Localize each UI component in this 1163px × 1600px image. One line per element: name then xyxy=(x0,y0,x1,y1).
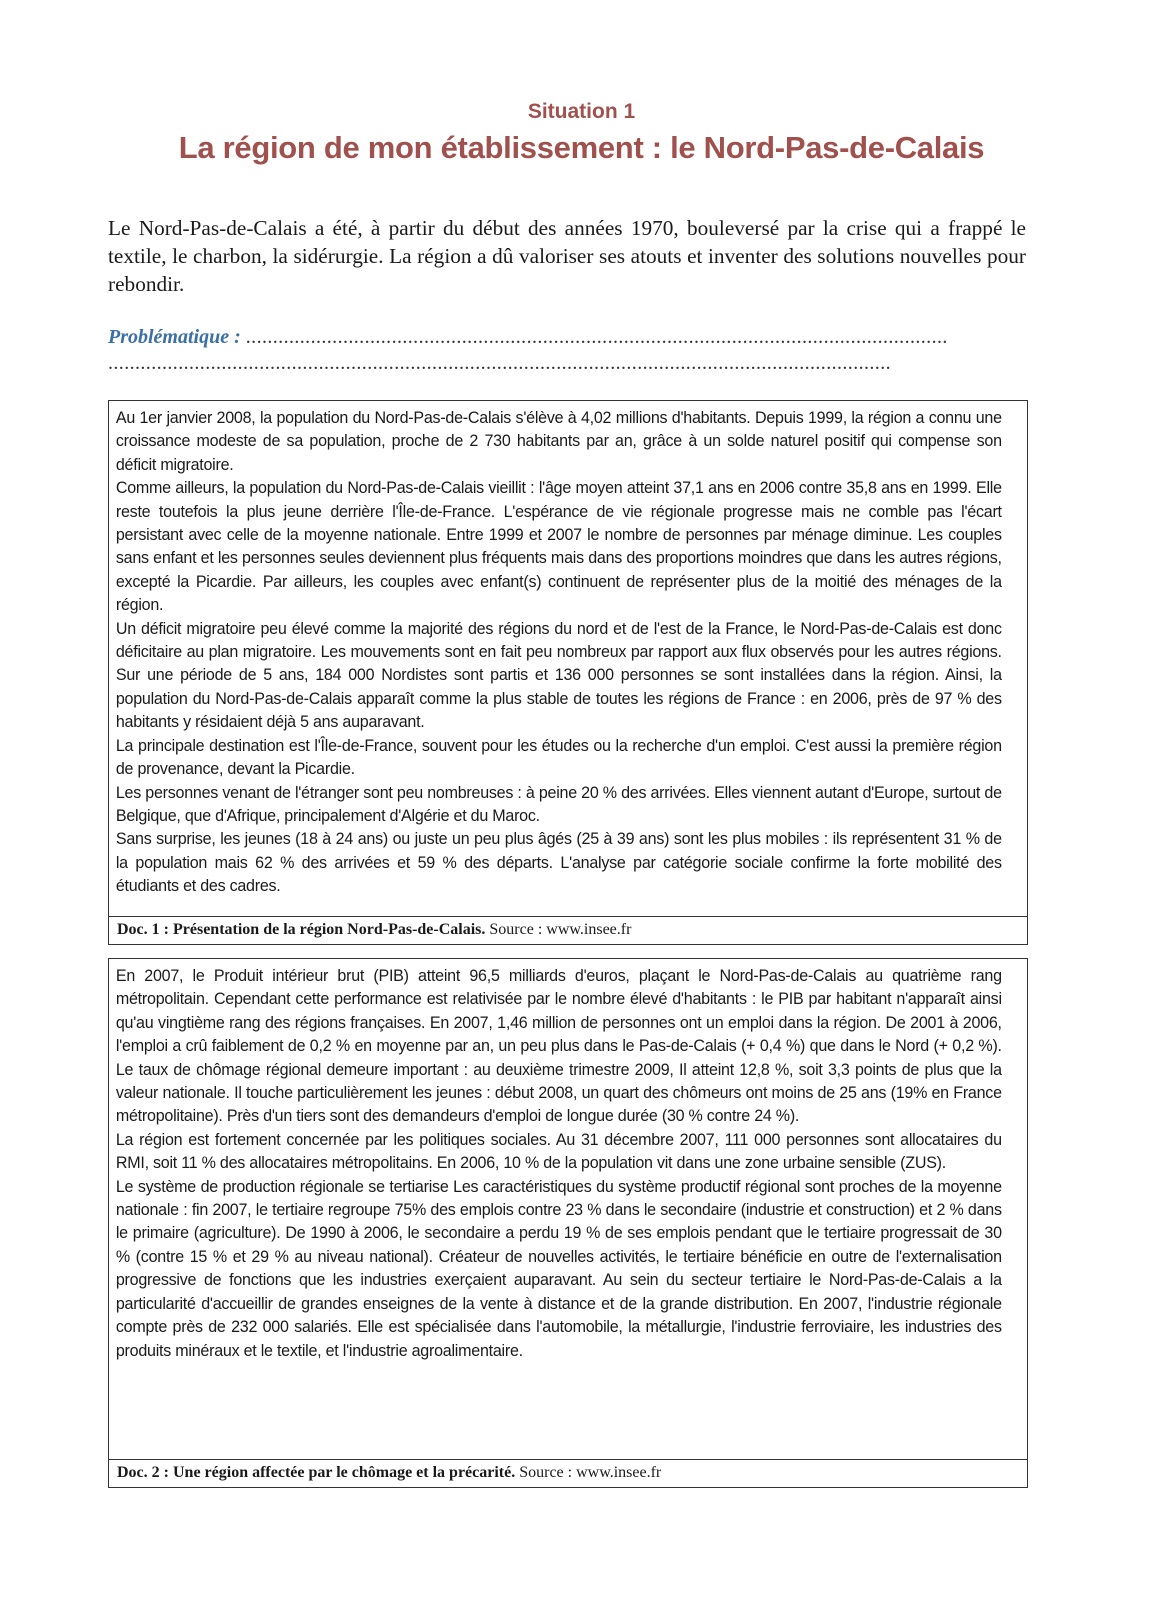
problematique-dotted-line: ................................................................................................................................................. xyxy=(108,352,891,374)
doc2-body xyxy=(109,959,1009,1363)
problematique-dots: .................................................................................................................................. xyxy=(245,326,948,348)
doc1-body xyxy=(109,401,1009,899)
doc1-caption-source: Source : www.insee.fr xyxy=(485,921,632,938)
doc2-paragraph: En 2007, le Produit intérieur brut (PIB) atteint 96,5 milliards d'euros, plaçant le Nord-Pas-de-Calais au quatrième rang métropolitain. Cependant cette performance est relativisée par le nombre élevé d'habitants : le PIB par habitant n'apparaît ainsi qu'au vingtième rang des régions françaises. En 2007, 1,46 million de personnes ont un emploi dans la région. De 2001 à 2006, l'emploi a crû faiblement de 0,2 % en moyenne par an, un peu plus dans le Pas-de-Calais (+ 0,4 %) que dans le Nord (+ 0,2 %). Le taux de chômage régional demeure important : au deuxième trimestre 2009, Il atteint 12,8 %, soit 3,3 points de plus que la valeur nationale. Il touche particulièrement les jeunes : début 2008, un quart des chômeurs ont moins de 25 ans (19% en France métropolitaine). Près d'un tiers sont des demandeurs d'emploi de longue durée (30 % contre 24 %). xyxy=(115,967,1002,1126)
doc1-caption xyxy=(109,916,1027,944)
doc2-paragraph: Le système de production régionale se tertiarise Les caractéristiques du système productif régional sont proches de la moyenne nationale : fin 2007, le tertiaire regroupe 75% des emplois contre 23 % dans le secondaire (industrie et construction) et 2 % dans le primaire (agriculture). De 1990 à 2006, le secondaire a perdu 19 % de ses emplois pendant que le tertiaire progressait de 30 % (contre 15 % et 29 % au niveau national). Créateur de nouvelles activités, le tertiaire bénéficie en outre de l'externalisation progressive de fonctions que les industries exerçaient auparavant. Au sein du secteur tertiaire le Nord-Pas-de-Calais a la particularité d'accueillir de grandes enseignes de la vente à distance et de la grande distribution. En 2007, l'industrie régionale compte près de 232 000 salariés. Elle est spécialisée dans l'automobile, la métallurgie, l'industrie ferroviaire, les industries des produits minéraux et le textile, et l'industrie agroalimentaire. xyxy=(115,1177,1002,1360)
doc2-caption xyxy=(109,1459,1027,1487)
doc1-paragraph: Sans surprise, les jeunes (18 à 24 ans) ou juste un peu plus âgés (25 à 39 ans) sont les plus mobiles : ils représentent 31 % de la population mais 62 % des arrivées et 59 % des départs. L'analyse par catégorie sociale confirme la forte mobilité des étudiants et des cadres. xyxy=(115,830,1002,896)
doc1-paragraph: Comme ailleurs, la population du Nord-Pas-de-Calais vieillit : l'âge moyen atteint 37,1 ans en 2006 contre 35,8 ans en 1999. Elle reste toutefois la plus jeune derrière l'Île-de-France. L'espérance de vie régionale progresse mais ne comble pas l'écart persistant avec celle de la moyenne nationale. Entre 1999 et 2007 le nombre de personnes par ménage diminue. Les couples sans enfant et les personnes seules deviennent plus fréquents mais dans des proportions moindres que dans les autres régions, excepté la Picardie. Par ailleurs, les couples avec enfant(s) continuent de représenter plus de la moitié des ménages de la région. xyxy=(115,479,1002,615)
doc2-caption-title: Doc. 2 : Une région affectée par le chômage et la précarité. xyxy=(117,1464,516,1481)
doc1-caption-title: Doc. 1 : Présentation de la région Nord-Pas-de-Calais. xyxy=(117,921,486,938)
doc2-box xyxy=(108,958,1028,1488)
doc1-paragraph: Les personnes venant de l'étranger sont peu nombreuses : à peine 20 % des arrivées. Elles viennent autant d'Europe, surtout de Belgique, que d'Afrique, principalement d'Algérie et du Maroc. xyxy=(115,783,1002,825)
doc1-paragraph: La principale destination est l'Île-de-France, souvent pour les études ou la recherche d'un emploi. C'est aussi la première région de provenance, devant la Picardie. xyxy=(115,736,1002,779)
doc1-paragraph: Au 1er janvier 2008, la population du Nord-Pas-de-Calais s'élève à 4,02 millions d'habitants. Depuis 1999, la région a connu une croissance modeste de sa population, proche de 2 730 habitants par an, grâce à un solde naturel positif qui compense son déficit migratoire. xyxy=(115,409,1002,474)
doc2-caption-source: Source : www.insee.fr xyxy=(515,1464,662,1481)
doc1-box xyxy=(108,400,1028,945)
situation-label: Situation 1 xyxy=(527,100,636,123)
problematique-line xyxy=(108,326,1026,349)
intro-paragraph: Le Nord-Pas-de-Calais a été, à partir du début des années 1970, bouleversé par la crise qui a frappé le textile, le charbon, la sidérurgie. La région a dû valoriser ses atouts et inventer des solutions nouvelles pour rebondir. xyxy=(108,216,1026,296)
page-title: La région de mon établissement : le Nord-Pas-de-Calais xyxy=(178,130,985,165)
problematique-label: Problématique : xyxy=(108,326,241,348)
doc2-paragraph: La région est fortement concernée par les politiques sociales. Au 31 décembre 2007, 111 000 personnes sont allocataires du RMI, soit 11 % des allocataires métropolitains. En 2006, 10 % de la population vit dans une zone urbaine sensible (ZUS). xyxy=(115,1130,1002,1173)
doc1-paragraph: Un déficit migratoire peu élevé comme la majorité des régions du nord et de l'est de la France, le Nord-Pas-de-Calais est donc déficitaire au plan migratoire. Les mouvements sont en fait peu nombreux par rapport aux flux observés pour les autres régions. Sur une période de 5 ans, 184 000 Nordistes sont partis et 136 000 personnes se sont installées dans la région. Ainsi, la population du Nord-Pas-de-Calais apparaît comme la plus stable de toutes les régions de France : en 2006, près de 97 % des habitants y résidaient déjà 5 ans auparavant. xyxy=(115,619,1002,732)
